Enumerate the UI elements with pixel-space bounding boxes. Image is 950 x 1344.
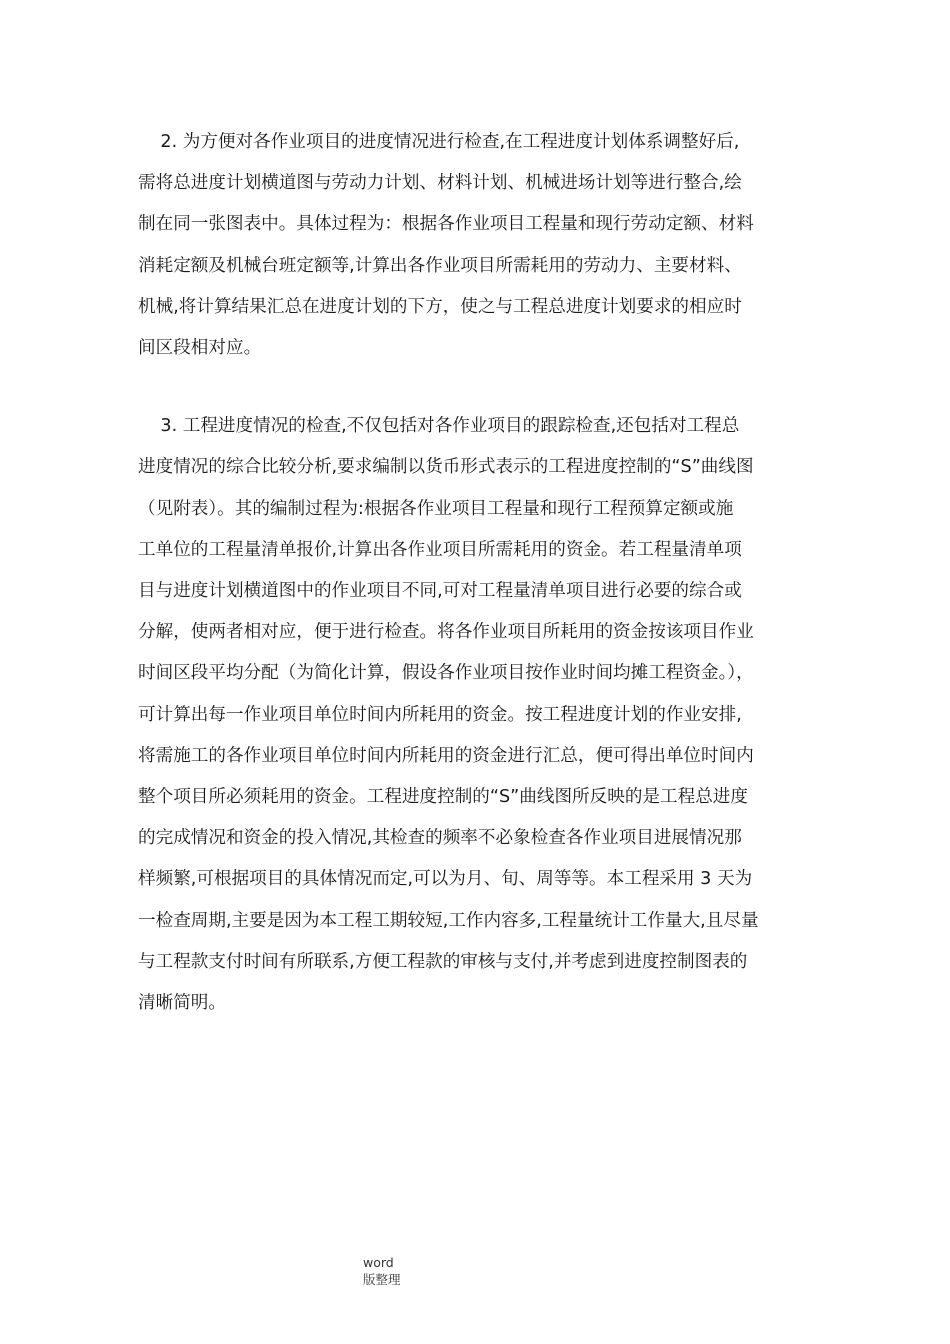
footer-line-label: 版整理 xyxy=(363,1272,401,1287)
text-line: 3. 工程进度情况的检查,不仅包括对各作业项目的跟踪检查,还包括对工程总 xyxy=(138,416,740,437)
text-line: 时间区段平均分配（为简化计算，假设各作业项目按作业时间均摊工程资金。）， xyxy=(138,663,754,684)
text-line: 整个项目所必须耗用的资金。工程进度控制的“S”曲线图所反映的是工程总进度 xyxy=(138,787,748,808)
page-footer xyxy=(363,1254,401,1288)
text-line: 一检查周期,主要是因为本工程工期较短,工作内容多,工程量统计工作量大,且尽量 xyxy=(138,910,759,931)
text-line: 目与进度计划横道图中的作业项目不同,可对工程量清单项目进行必要的综合或 xyxy=(138,581,742,602)
paragraph-3 xyxy=(138,406,814,1024)
text-line: 进度情况的综合比较分析,要求编制以货币形式表示的工程进度控制的“S”曲线图 xyxy=(138,457,754,478)
text-line: 清晰简明。 xyxy=(138,993,226,1014)
text-line: 分解，使两者相对应，便于进行检查。将各作业项目所耗用的资金按该项目作业 xyxy=(138,622,754,643)
document-body xyxy=(138,122,814,1024)
paragraph-2 xyxy=(138,122,814,369)
text-line: 样频繁,可根据项目的具体情况而定,可以为月、旬、周等等。本工程采用 3 天为 xyxy=(138,869,753,890)
text-line: 制在同一张图表中。具体过程为：根据各作业项目工程量和现行劳动定额、材料 xyxy=(138,214,754,235)
text-line: 机械,将计算结果汇总在进度计划的下方，使之与工程总进度计划要求的相应时 xyxy=(138,296,742,317)
text-line: 将需施工的各作业项目单位时间内所耗用的资金进行汇总，便可得出单位时间内 xyxy=(138,745,754,766)
footer-line-word: word xyxy=(363,1255,394,1270)
text-line: 消耗定额及机械台班定额等,计算出各作业项目所需耗用的劳动力、主要材料、 xyxy=(138,255,742,276)
text-line: 可计算出每一作业项目单位时间内所耗用的资金。按工程进度计划的作业安排, xyxy=(138,704,742,725)
text-line: （见附表）。其的编制过程为:根据各作业项目工程量和现行工程预算定额或施 xyxy=(138,498,734,519)
text-line: 的完成情况和资金的投入情况,其检查的频率不必象检查各作业项目进展情况那 xyxy=(138,828,742,849)
text-line: 需将总进度计划横道图与劳动力计划、材料计划、机械进场计划等进行整合,绘 xyxy=(138,173,742,194)
text-line: 2. 为方便对各作业项目的进度情况进行检查,在工程进度计划体系调整好后, xyxy=(138,132,740,152)
text-line: 间区段相对应。 xyxy=(138,338,262,359)
text-line: 工单位的工程量清单报价,计算出各作业项目所需耗用的资金。若工程量清单项 xyxy=(138,539,742,560)
text-line: 与工程款支付时间有所联系,方便工程款的审核与支付,并考虑到进度控制图表的 xyxy=(138,951,748,972)
